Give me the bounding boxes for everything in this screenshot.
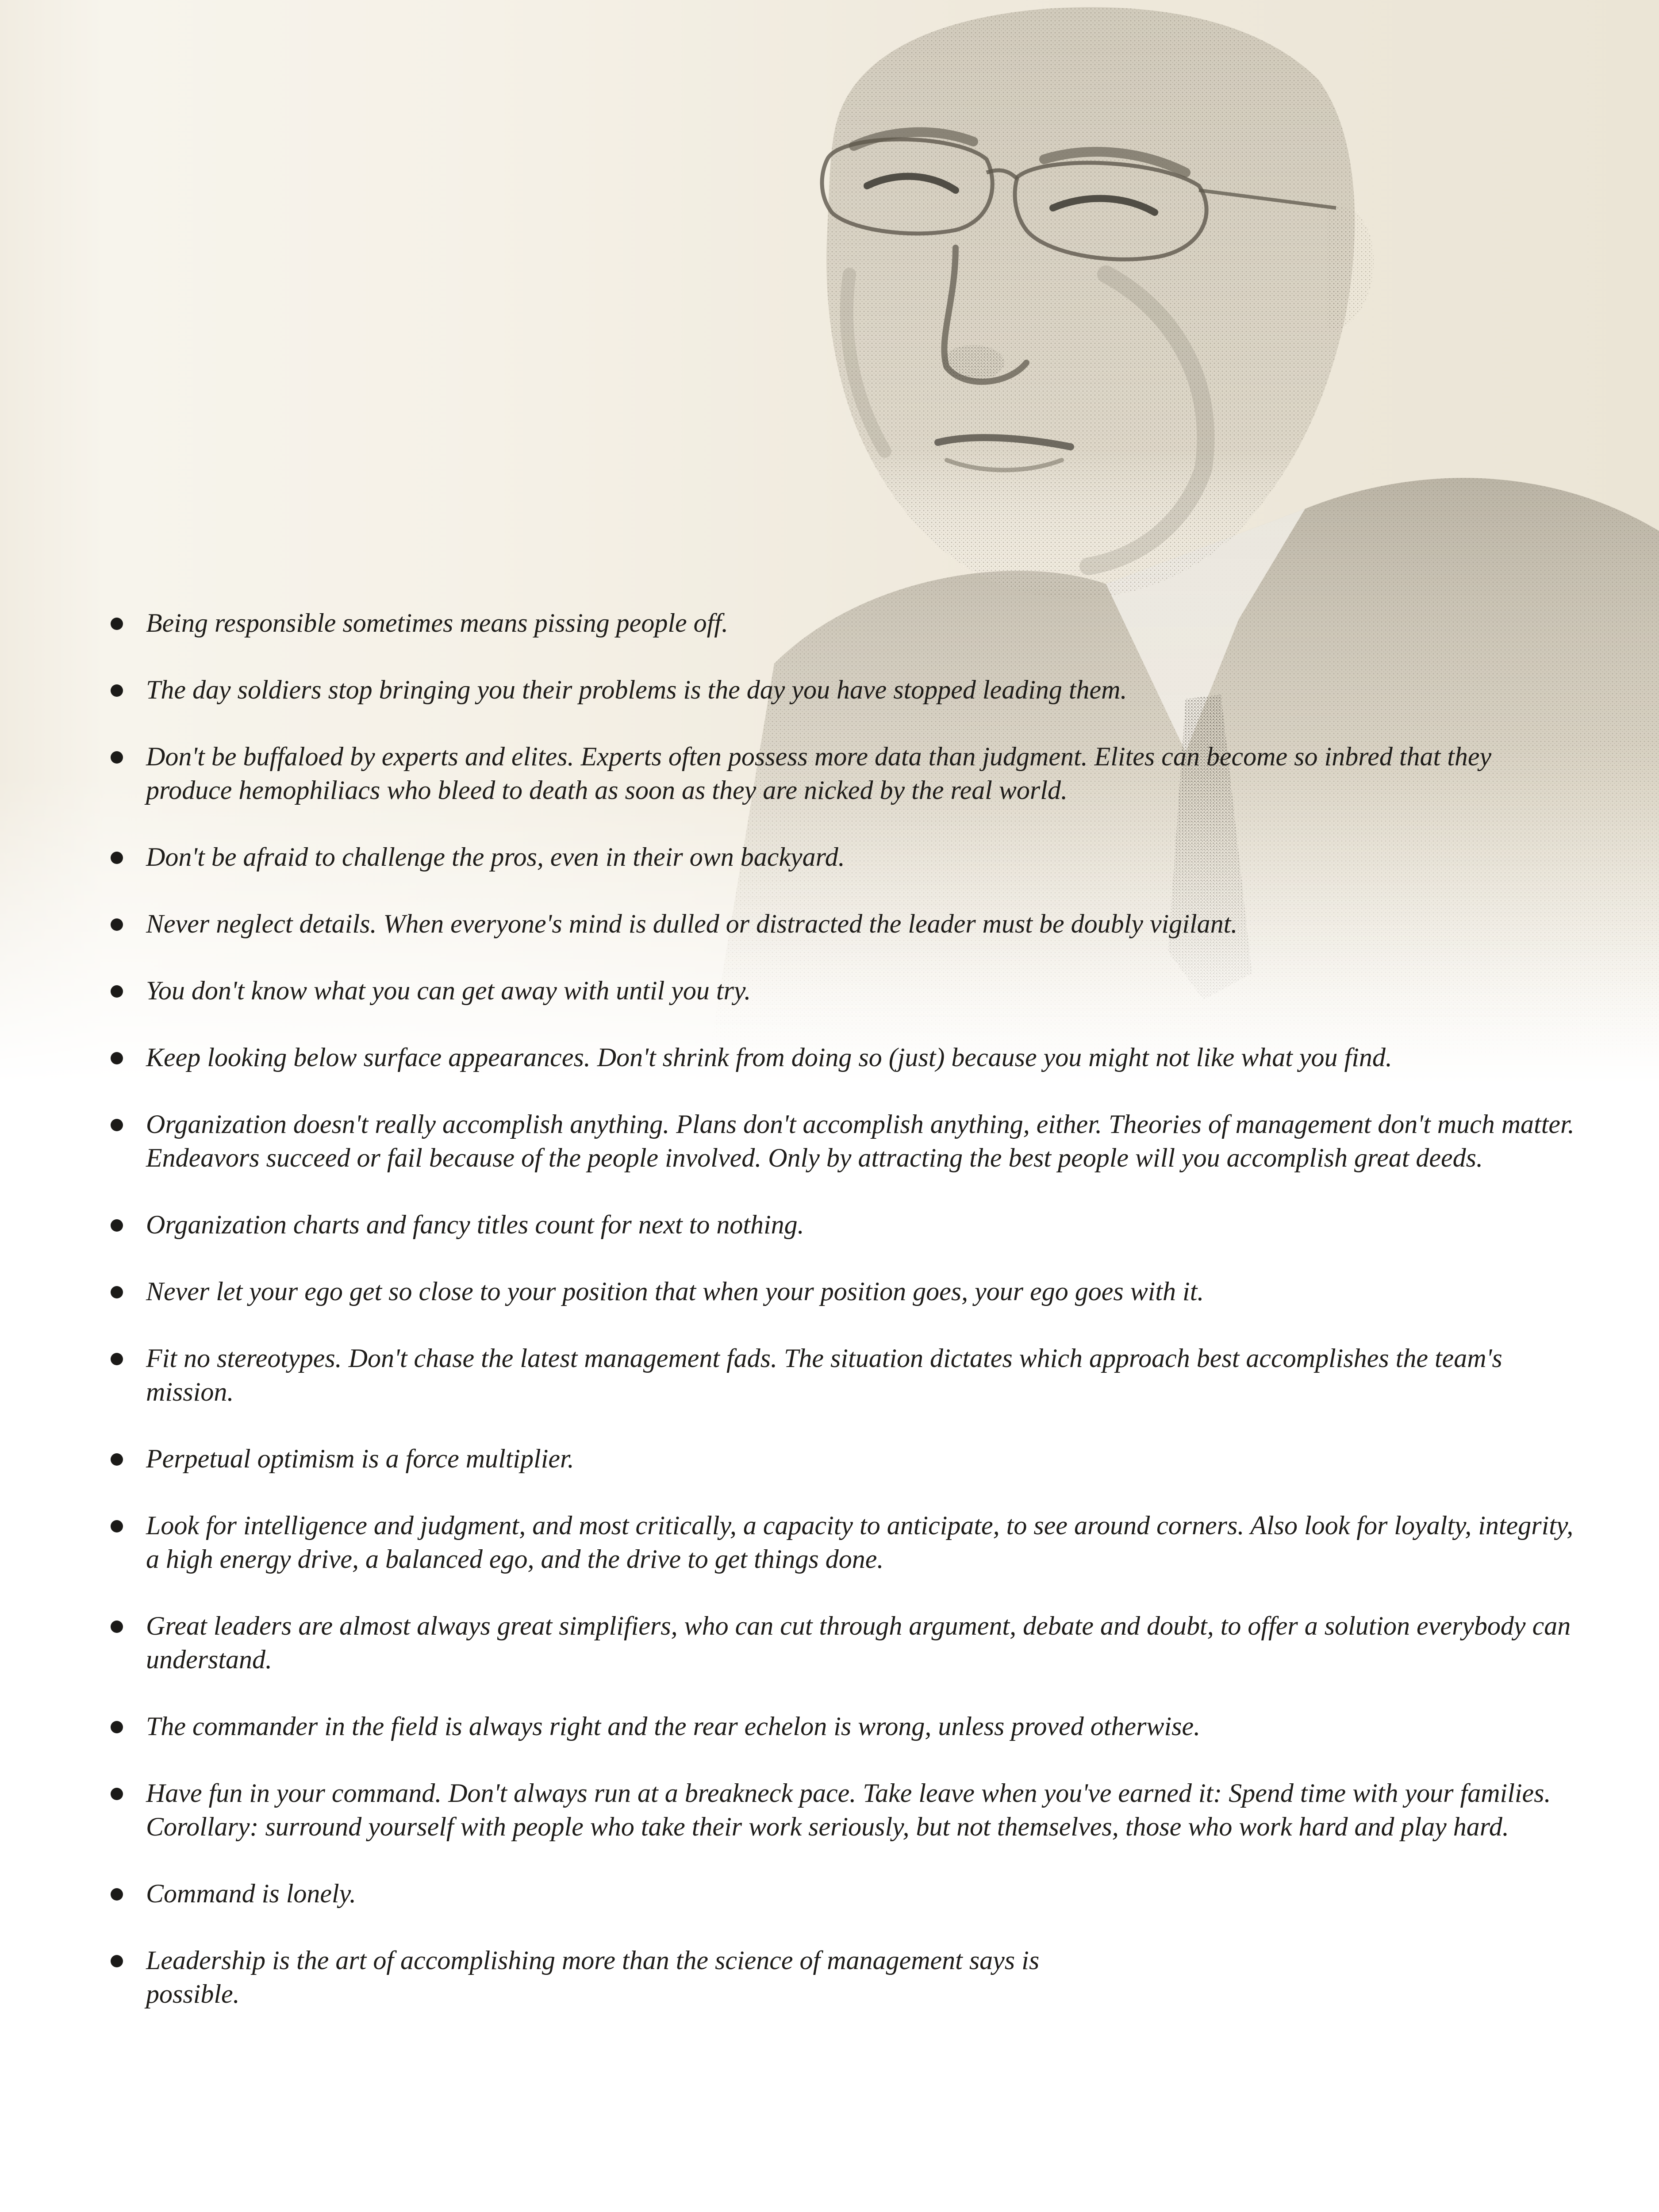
leadership-lessons-list (111, 606, 1584, 2044)
list-item-text: Don't be afraid to challenge the pros, even in their own backyard. (146, 842, 845, 872)
list-item (111, 673, 1584, 707)
list-item (111, 1709, 1584, 1743)
list-item (111, 1041, 1584, 1074)
bullet-icon (111, 1119, 123, 1131)
list-item-text: Organization charts and fancy titles count for next to nothing. (146, 1210, 804, 1239)
bullet-icon (111, 1788, 123, 1800)
bullet-icon (111, 985, 123, 998)
list-item-text: Perpetual optimism is a force multiplier. (146, 1444, 574, 1473)
list-item-text: Don't be buffaloed by experts and elites. Experts often possess more data than judgment. Elites can become so inbred that they produce hemophiliacs who bleed to death as soon as they are nicked by the real world. (146, 742, 1492, 805)
bullet-icon (111, 918, 123, 931)
bullet-icon (111, 1219, 123, 1232)
list-item (111, 1776, 1584, 1843)
bullet-icon (111, 1888, 123, 1901)
list-item (111, 1877, 1584, 1910)
list-item (111, 1208, 1584, 1241)
list-item-text: You don't know what you can get away with until you try. (146, 976, 751, 1005)
list-item-text: Organization doesn't really accomplish anything. Plans don't accomplish anything, either. Theories of management don't much matter. Endeavors succeed or fail because of the people involved. Only by attracting the best people will you accomplish great deeds. (146, 1110, 1575, 1172)
list-item-text: Never let your ego get so close to your position that when your position goes, your ego goes with it. (146, 1277, 1204, 1306)
list-item-text: Being responsible sometimes means pissing people off. (146, 608, 728, 637)
bullet-icon (111, 1453, 123, 1466)
list-item (111, 1341, 1584, 1409)
bullet-icon (111, 1520, 123, 1532)
bullet-icon (111, 852, 123, 864)
list-item (111, 907, 1584, 941)
bullet-icon (111, 1621, 123, 1633)
bullet-icon (111, 1955, 123, 1967)
list-item-text: The commander in the field is always right and the rear echelon is wrong, unless proved otherwise. (146, 1712, 1201, 1741)
bullet-icon (111, 618, 123, 630)
list-item-text: The day soldiers stop bringing you their problems is the day you have stopped leading them. (146, 675, 1127, 704)
list-item (111, 1509, 1584, 1576)
bullet-icon (111, 1052, 123, 1064)
bullet-icon (111, 684, 123, 697)
list-item (111, 974, 1584, 1007)
list-item (111, 840, 1584, 874)
list-item-text: Fit no stereotypes. Don't chase the latest management fads. The situation dictates which approach best accomplishes the team's mission. (146, 1344, 1502, 1406)
list-item (111, 1107, 1584, 1175)
list-item (111, 1609, 1584, 1676)
list-item-text: Have fun in your command. Don't always run at a breakneck pace. Take leave when you've earned it: Spend time with your families. Corollary: surround yourself with people who take their work seriously, but not themselves, those who work hard and play hard. (146, 1778, 1551, 1841)
list-item (111, 606, 1584, 640)
list-item-text: Look for intelligence and judgment, and most critically, a capacity to anticipate, to see around corners. Also look for loyalty, integrity, a high energy drive, a balanced ego, and the drive to get things done. (146, 1511, 1574, 1574)
bullet-icon (111, 1353, 123, 1365)
list-item-text: Never neglect details. When everyone's mind is dulled or distracted the leader must be doubly vigilant. (146, 909, 1238, 938)
list-item (111, 1442, 1584, 1475)
list-item (111, 1943, 1584, 2011)
bullet-icon (111, 1721, 123, 1733)
list-item (111, 740, 1584, 807)
list-item-text: Keep looking below surface appearances. Don't shrink from doing so (just) because you might not like what you find. (146, 1043, 1392, 1072)
list-item-text: Leadership is the art of accomplishing more than the science of management says is possible. (146, 1946, 1040, 2008)
bullet-icon (111, 1286, 123, 1298)
list-item-text: Command is lonely. (146, 1879, 356, 1908)
list-item-text: Great leaders are almost always great simplifiers, who can cut through argument, debate and doubt, to offer a solution everybody can understand. (146, 1611, 1571, 1674)
bullet-icon (111, 751, 123, 764)
list-item (111, 1275, 1584, 1308)
